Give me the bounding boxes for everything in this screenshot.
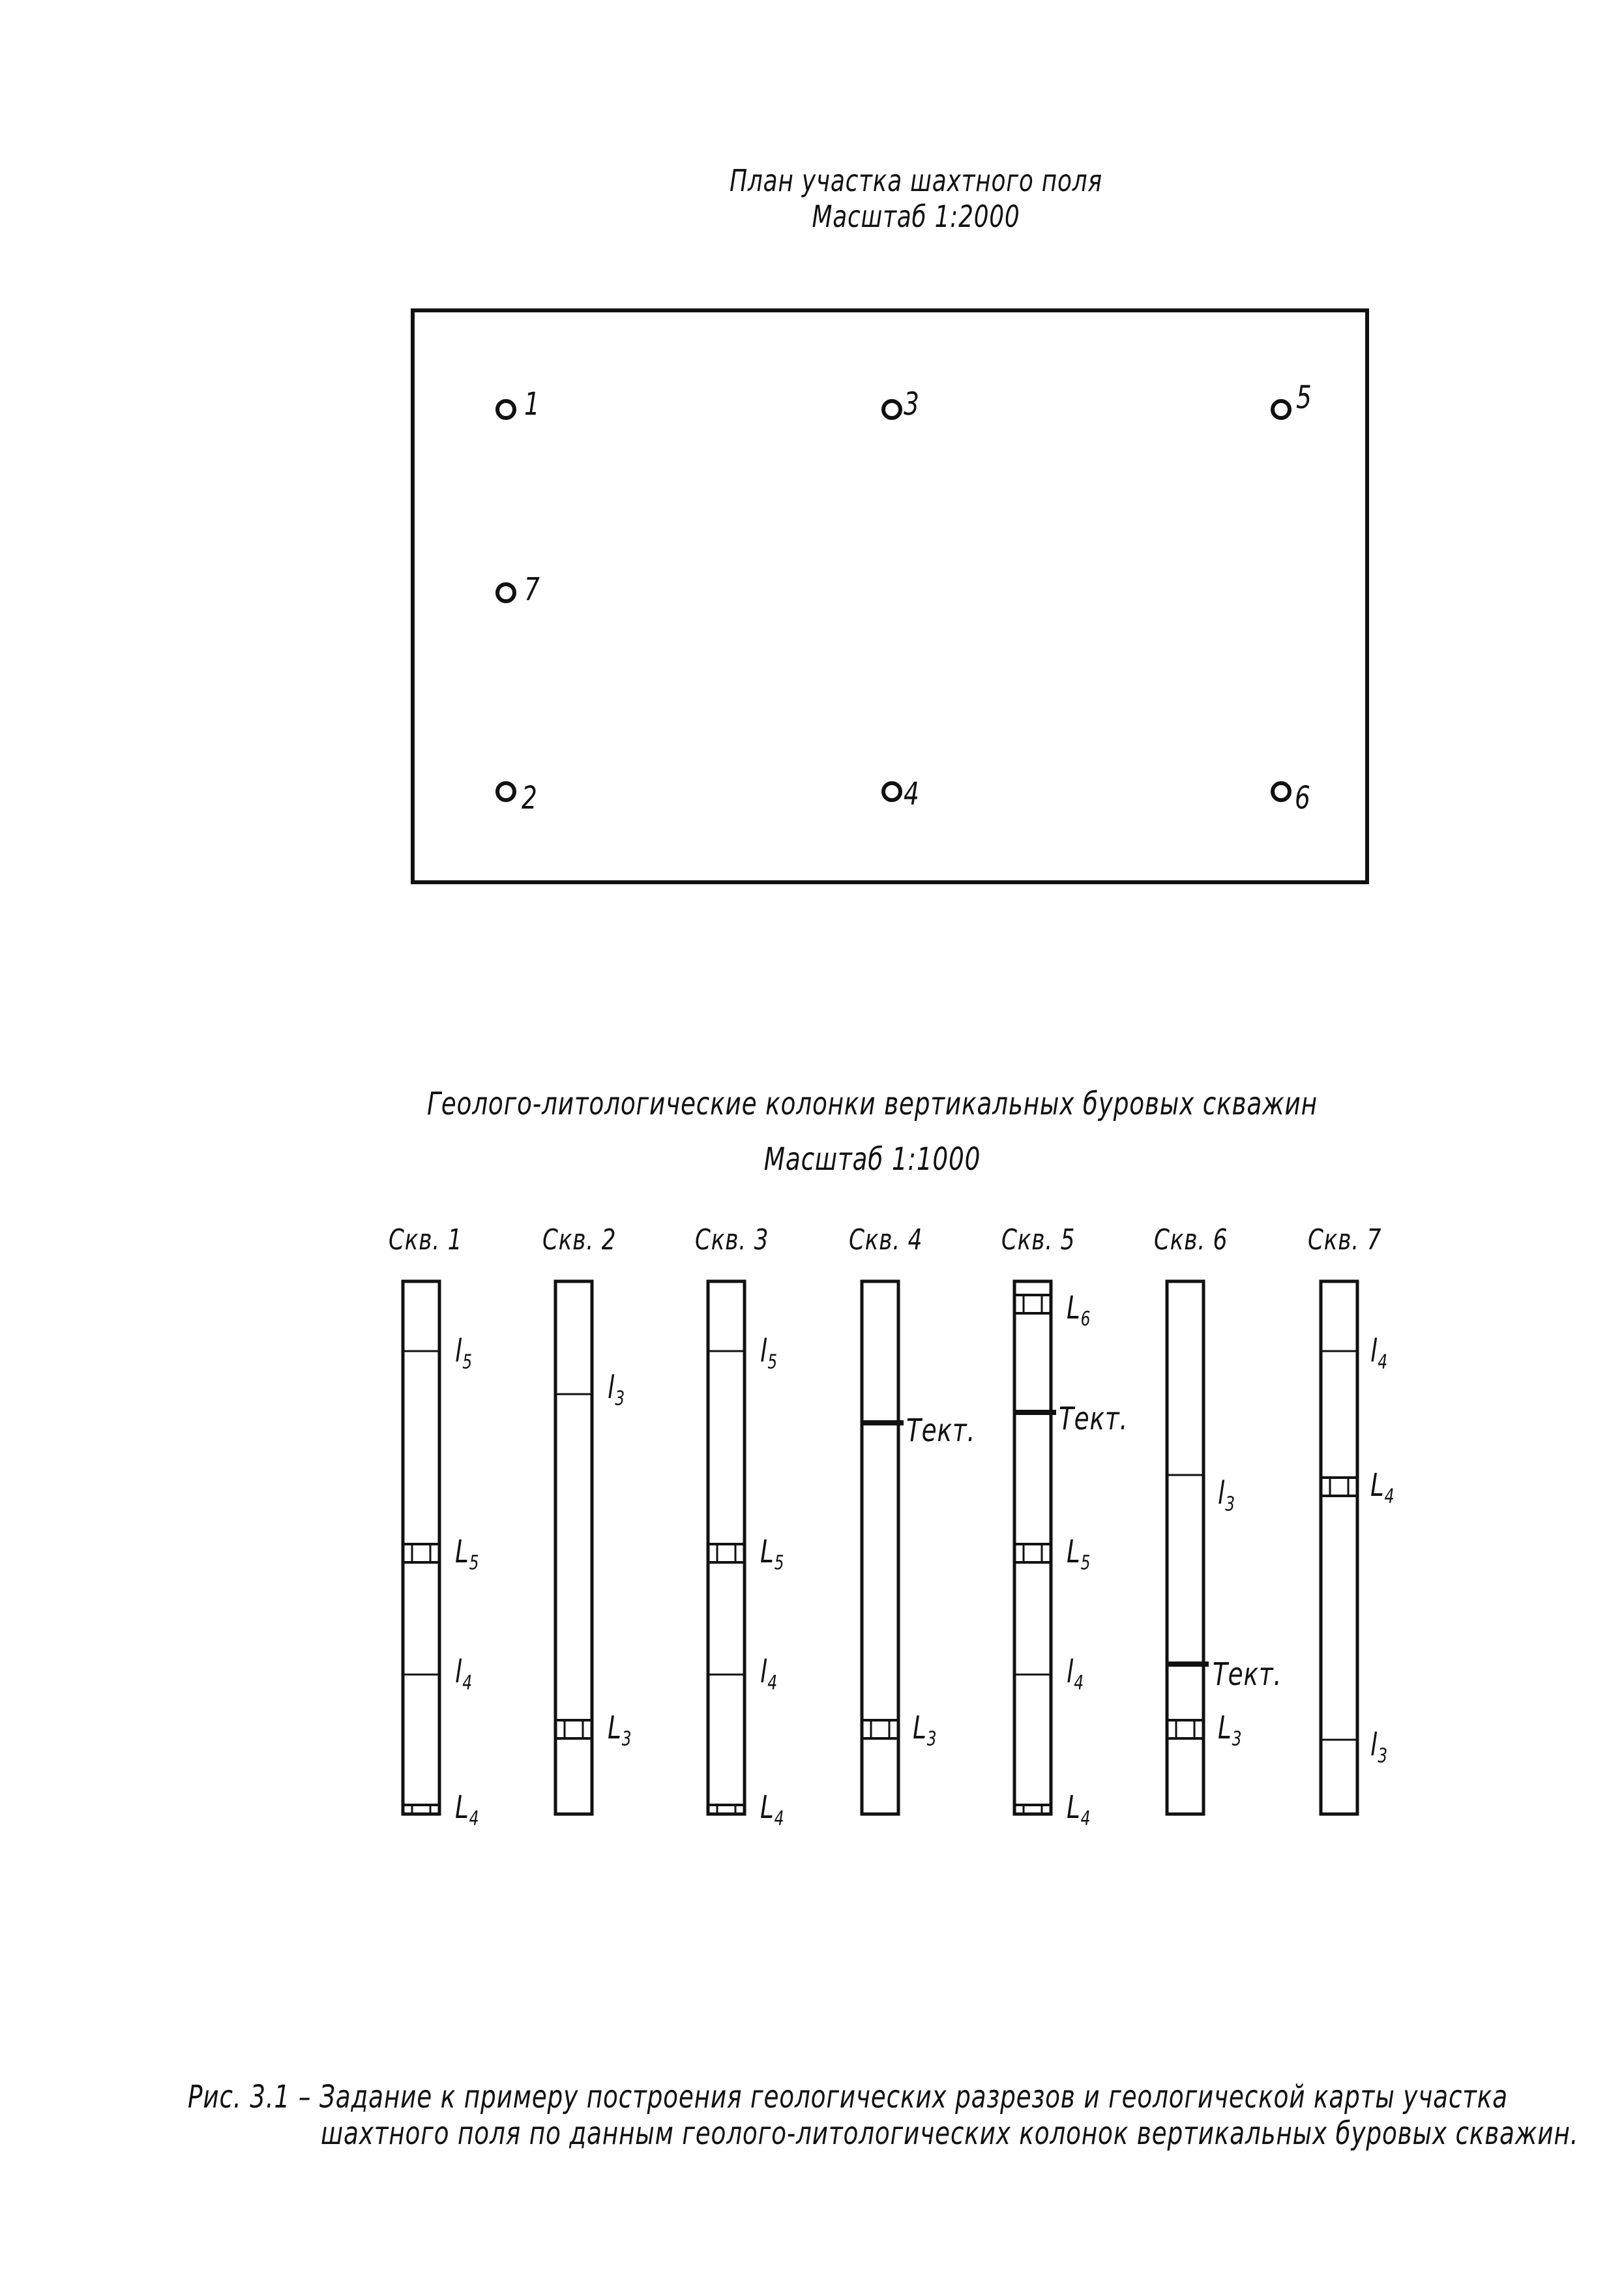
coal-seam [1014, 1295, 1051, 1313]
column-label: $L_4$ [455, 1789, 480, 1830]
plan-well-label-2: 2 [522, 780, 538, 816]
coal-seam [555, 1720, 592, 1738]
column-label: $l_5$ [760, 1333, 778, 1374]
plan-well-marker [1273, 783, 1290, 800]
figure-caption-line1: Рис. 3.1 – Задание к примеру построения геологических разрезов и геологической карты участка [188, 2079, 1508, 2115]
coal-seam [1167, 1720, 1203, 1738]
column-label: $l_3$ [608, 1369, 625, 1410]
column-label: Тект. [1059, 1401, 1129, 1437]
column-label: $l_3$ [1218, 1475, 1235, 1516]
plan-well-label-1: 1 [524, 386, 540, 423]
well-header-2: Скв. 2 [542, 1223, 617, 1257]
plan-wells [497, 401, 1290, 800]
plan-well-label-3: 3 [904, 386, 920, 423]
column-label: $L_3$ [913, 1710, 937, 1751]
borehole-column [1167, 1281, 1203, 1814]
plan-frame [413, 310, 1367, 882]
column-label: $l_4$ [760, 1654, 778, 1695]
plan-scale: Масштаб 1:2000 [812, 199, 1020, 234]
column-label: $L_4$ [760, 1789, 785, 1830]
columns-scale: Масштаб 1:1000 [763, 1141, 981, 1178]
column-label: $L_5$ [760, 1534, 785, 1575]
column-label: $l_3$ [1370, 1727, 1388, 1768]
column-label: $l_4$ [455, 1654, 473, 1695]
plan-well-label-7: 7 [524, 571, 540, 608]
well-header-7: Скв. 7 [1308, 1223, 1382, 1257]
well-header-6: Скв. 6 [1154, 1223, 1228, 1257]
plan-well-marker [1273, 401, 1290, 418]
borehole-column [1014, 1281, 1051, 1814]
column-label: $L_3$ [608, 1710, 632, 1751]
plan-well-marker [883, 401, 900, 418]
coal-seam [1321, 1478, 1357, 1496]
plan-title: План участка шахтного поля [730, 163, 1102, 198]
borehole-column [862, 1281, 898, 1814]
column-label: $L_6$ [1067, 1290, 1091, 1331]
coal-seam [708, 1544, 745, 1562]
columns-title: Геолого-литологические колонки вертикальных буровых скважин [427, 1086, 1318, 1122]
plan-well-marker [497, 783, 514, 800]
coal-seam [403, 1544, 439, 1562]
plan-well-label-4: 4 [904, 776, 920, 812]
borehole-column [403, 1281, 439, 1814]
plan-well-label-5: 5 [1296, 380, 1312, 416]
coal-seam [862, 1720, 898, 1738]
column-label: $L_5$ [455, 1534, 480, 1575]
column-label: $L_5$ [1067, 1534, 1091, 1575]
column-label: Тект. [906, 1412, 976, 1449]
plan-well-marker [883, 783, 900, 800]
figure-caption-line2: шахтного поля по данным геолого-литологических колонок вертикальных буровых скважин. [321, 2115, 1579, 2152]
column-label: $L_4$ [1370, 1467, 1395, 1508]
borehole-column [1321, 1281, 1357, 1814]
coal-seam [1014, 1544, 1051, 1562]
well-header-4: Скв. 4 [849, 1223, 923, 1257]
column-label: $l_4$ [1067, 1654, 1084, 1695]
well-header-3: Скв. 3 [695, 1223, 769, 1257]
plan-well-label-6: 6 [1295, 780, 1311, 816]
plan-well-marker [497, 401, 514, 418]
column-label: $L_3$ [1218, 1710, 1243, 1751]
column-label: Тект. [1213, 1656, 1282, 1693]
borehole-columns [403, 1281, 1357, 1814]
plan-well-marker [497, 584, 514, 601]
column-label: $l_5$ [455, 1333, 473, 1374]
borehole-column [555, 1281, 592, 1814]
column-label: $L_4$ [1067, 1789, 1091, 1830]
column-label: $l_4$ [1370, 1333, 1388, 1374]
well-header-5: Скв. 5 [1001, 1223, 1076, 1257]
borehole-column [708, 1281, 745, 1814]
well-header-1: Скв. 1 [389, 1223, 463, 1257]
